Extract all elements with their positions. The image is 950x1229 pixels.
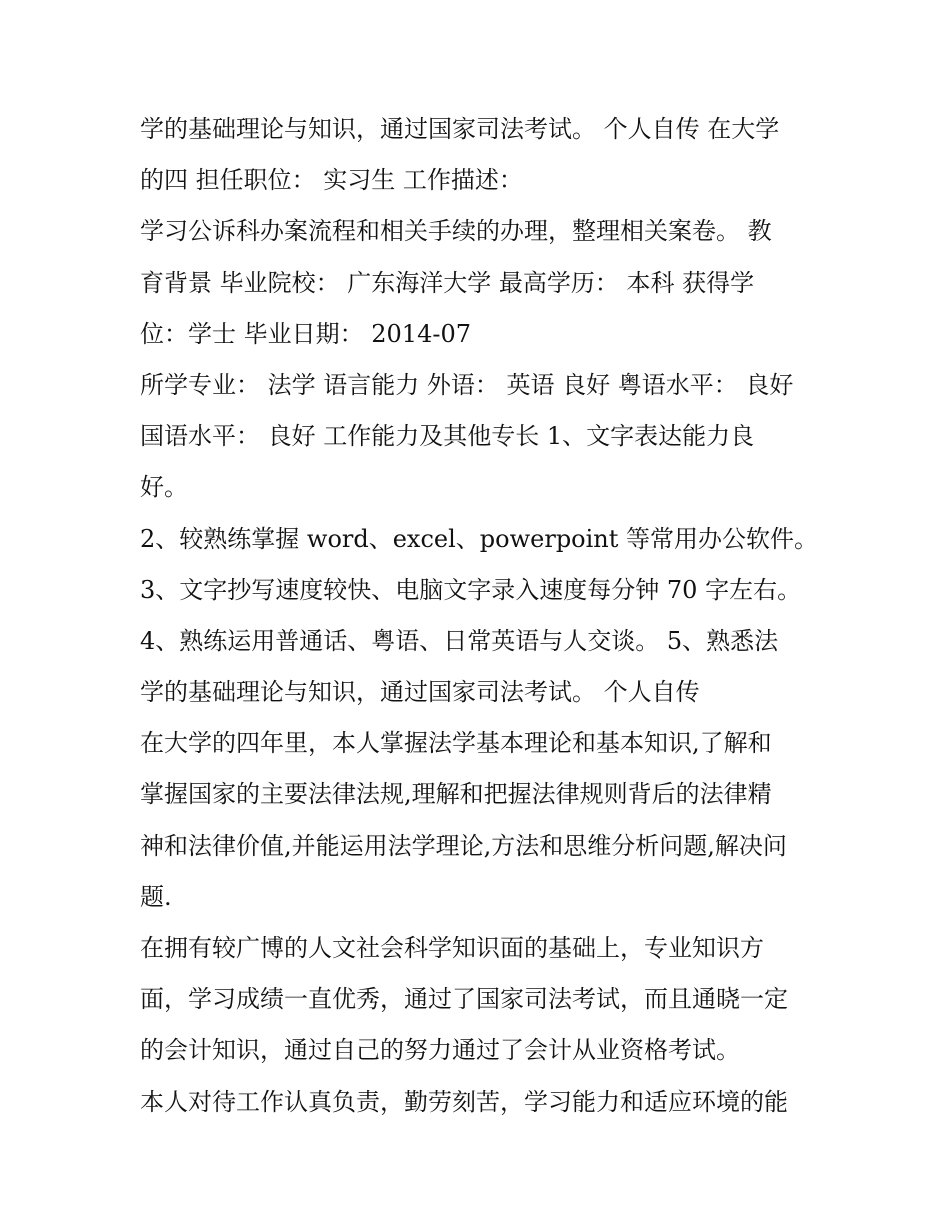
text-line: 题. [140, 882, 172, 911]
text-line: 在大学的四年里，本人掌握法学基本理论和基本知识,了解和 [140, 729, 772, 758]
text-line: 的会计知识，通过自己的努力通过了会计从业资格考试。 [140, 1036, 740, 1065]
text-line: 学的基础理论与知识，通过国家司法考试。 个人自传 在大学 [140, 115, 780, 143]
text-line: 在拥有较广博的人文社会科学知识面的基础上，专业知识方 [140, 934, 764, 962]
text-line: 的四 担任职位： 实习生 工作描述： [140, 166, 523, 195]
text-line: 2、较熟练掌握 word、excel、powerpoint 等常用办公软件。 [140, 524, 819, 553]
resume-text-block [140, 104, 830, 1128]
text-line: 好。 [140, 473, 188, 502]
text-line: 育背景 毕业院校： 广东海洋大学 最高学历： 本科 获得学 [140, 268, 755, 297]
text-line: 国语水平： 良好 工作能力及其他专长 1、文字表达能力良 [140, 422, 755, 451]
text-line: 学的基础理论与知识，通过国家司法考试。 个人自传 [140, 678, 700, 707]
text-line: 掌握国家的主要法律法规,理解和把握法律规则背后的法律精 [140, 780, 772, 809]
text-line: 3、文字抄写速度较快、电脑文字录入速度每分钟 70 字左右。 [140, 575, 802, 604]
text-line: 本人对待工作认真负责，勤劳刻苦，学习能力和适应环境的能 [140, 1087, 788, 1116]
text-line: 位：学士 毕业日期： 2014-07 [140, 319, 471, 348]
text-line: 学习公诉科办案流程和相关手续的办理，整理相关案卷。 教 [140, 217, 772, 246]
text-line: 面，学习成绩一直优秀，通过了国家司法考试，而且通晓一定 [140, 985, 788, 1014]
text-line: 4、熟练运用普通话、粤语、日常英语与人交谈。 5、熟悉法 [140, 626, 779, 655]
text-line: 神和法律价值,并能运用法学理论,方法和思维分析问题,解决问 [140, 831, 787, 860]
text-line: 所学专业： 法学 语言能力 外语： 英语 良好 粤语水平： 良好 [140, 370, 794, 399]
